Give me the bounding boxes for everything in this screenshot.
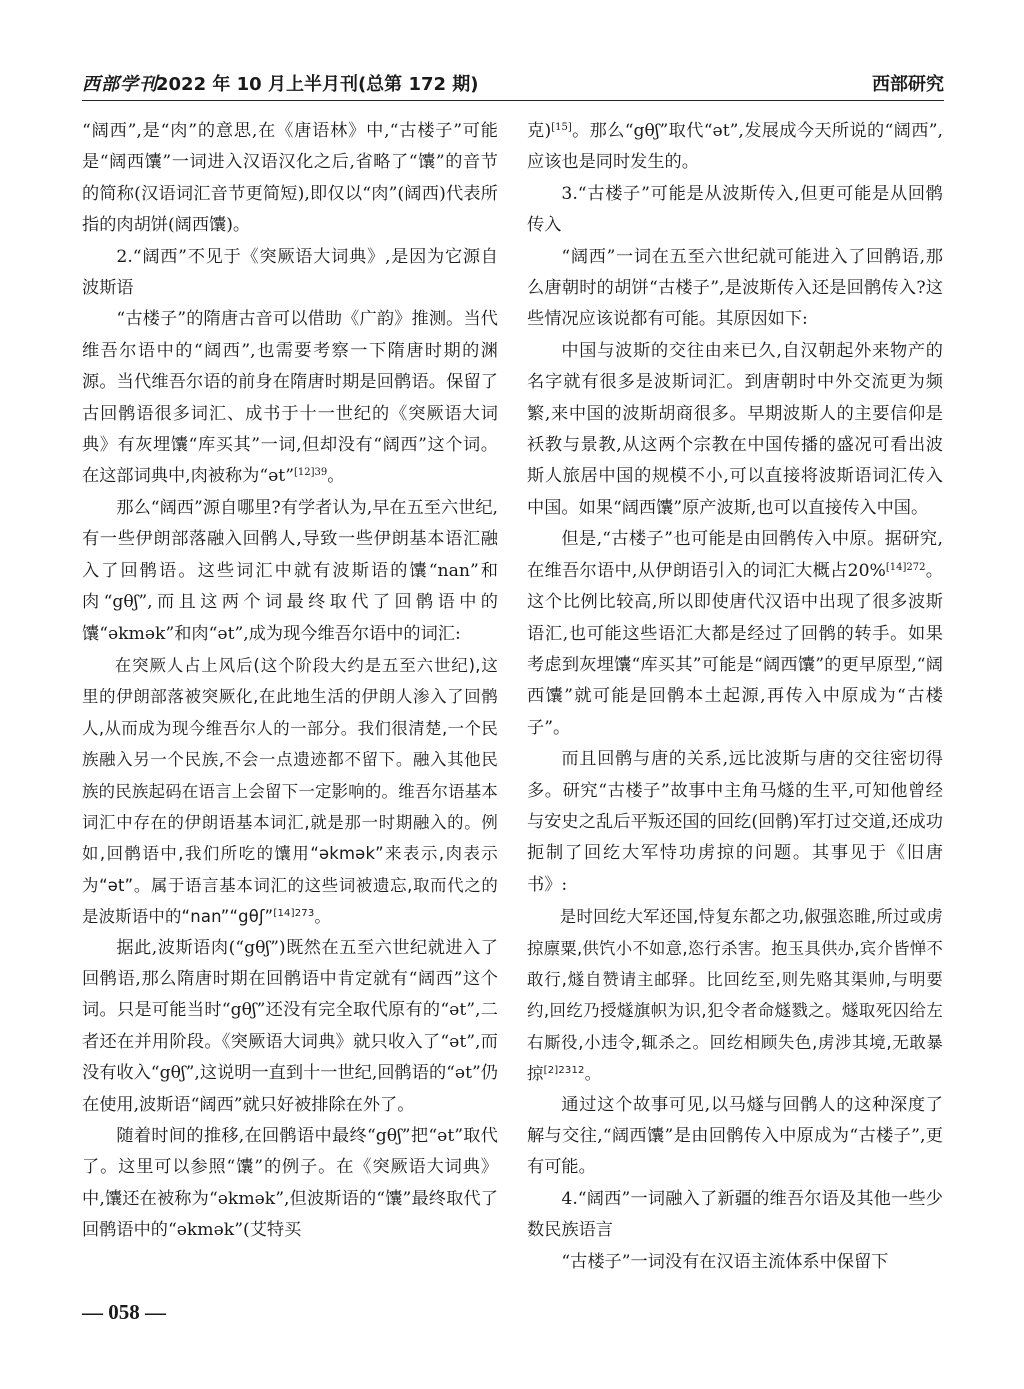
paragraph-text: 但是,“古楼子”也可能是由回鹘传入中原。据研究,在维吾尔语中,从伊朗语引入的词汇大概占20% [527, 529, 943, 581]
running-header [82, 66, 944, 100]
section-heading: 2.“阔西”不见于《突厥语大词典》,是因为它源自波斯语 [82, 246, 498, 299]
paragraph: 那么“阔西”源自哪里?有学者认为,早在五至六世纪,有一些伊朗部落融入回鹘人,导致一些伊朗基本语汇融入了回鹘语。这些词汇中就有波斯语的馕“nan”和肉“gθʃ”,而且这两个词最终取代了回鹘语中的馕“əkmək”和肉“ət”,成为现今维吾尔语中的词汇: [82, 497, 498, 644]
paragraph: “阔西”,是“肉”的意思,在《唐语林》中,“古楼子”可能是“阔西馕”一词进入汉语汉化之后,省略了“馕”的音节的简称(汉语词汇音节更简短),即仅以“肉”(阔西)代表所指的肉胡饼(阔西馕)。 [82, 121, 498, 236]
citation: [15] [551, 122, 572, 133]
paragraph: 通过这个故事可见,以马燧与回鹘人的这种深度了解与交往,“阔西馕”是由回鹘传入中原成为“古楼子”,更有可能。 [527, 1094, 943, 1178]
header-rule [82, 100, 944, 101]
paragraph: 而且回鹘与唐的关系,远比波斯与唐的交往密切得多。研究“古楼子”故事中主角马燧的生平,可知他曾经与安史之乱后平叛还国的回纥(回鹘)军打过交道,还成功扼制了回纥大军恃功虏掠的问题。其事见于《旧唐书》: [527, 749, 943, 895]
paragraph: 中国与波斯的交往由来已久,自汉朝起外来物产的名字就有很多是波斯词汇。到唐朝时中外交流更为频繁,来中国的波斯胡商很多。早期波斯人的主要信仰是袄教与景教,从这两个宗教在中国传播的盛况可看出波斯人旅居中国的规模不小,可以直接将波斯语词汇传入中国。如果“阔西馕”原产波斯,也可以直接传入中国。 [527, 340, 943, 518]
quote-text: 是时回纥大军还国,恃复东都之功,俶强恣睢,所过或虏掠廪粟,供饩小不如意,恣行杀害。抱玉具供办,宾介皆惮不敢行,燧自赞请主邮驿。比回纥至,则先赂其渠帅,与明要约,回纥乃授燧旗帜为识,犯令者命燧戮之。燧取死囚给左右厮役,小违令,辄杀之。回纥相顾失色,虏涉其境,无敢暴掠 [527, 907, 943, 1084]
citation: [2]2312 [543, 1065, 585, 1077]
quote-text: 。 [314, 907, 331, 927]
paragraph-text: 。这个比例比较高,所以即使唐代汉语中出现了很多波斯语汇,也可能这些语汇大都是经过了回鹘的转手。如果考虑到灰埋馕“库买其”可能是“阔西馕”的更早原型,“阔西馕”就可能是回鹘本土起源,再传入中原成为“古楼子”。 [527, 560, 943, 738]
citation: [12]39 [294, 467, 328, 479]
quote-text: 。 [584, 1064, 602, 1084]
issue-info: 2022 年 10 月上半月刊(总第 172 期) [156, 74, 479, 95]
quote-text: 在突厥人占上风后(这个阶段大约是五至六世纪),这里的伊朗部落被突厥化,在此地生活的伊朗人渗入了回鹘人,从而成为现今维吾尔人的一部分。我们很清楚,一个民族融入另一个民族,不会一点遗迹都不留下。融入其他民族的民族起码在语言上会留下一定影响的。维吾尔语基本词汇中存在的伊朗语基本词汇,就是那一时期融入的。例如,回鹘语中,我们所吃的馕用“əkmək”来表示,肉表示为“ət”。属于语言基本词汇的这些词被遗忘,取而代之的是波斯语中的“nan”“gθʃ” [82, 655, 498, 927]
block-quote [527, 901, 943, 1089]
paragraph: 随着时间的推移,在回鹘语中最终“gθʃ”把“ət”取代了。这里可以参照“馕”的例子。在《突厥语大词典》中,馕还在被称为“əkmək”,但波斯语的“馕”最终取代了回鹘语中的“əkmək”(艾特买 [82, 1126, 498, 1241]
paragraph: “阔西”一词在五至六世纪就可能进入了回鹘语,那么唐朝时的胡饼“古楼子”,是波斯传入还是回鹘传入?这些情况应该说都有可能。其原因如下: [527, 246, 943, 330]
section-name: 西部研究 [872, 74, 944, 95]
left-column [82, 116, 498, 1296]
paragraph-text: 克) [527, 121, 552, 141]
paragraph [527, 116, 943, 179]
block-quote [82, 650, 498, 933]
paragraph-text: 。 [327, 466, 345, 487]
paragraph [82, 304, 498, 492]
section-heading: 3.“古楼子”可能是从波斯传入,但更可能是从回鹘传入 [527, 183, 943, 236]
page-number: — 058 — [82, 1300, 166, 1324]
paragraph-text: “古楼子”的隋唐古音可以借助《广韵》推测。当代维吾尔语中的“阔西”,也需要考察一下隋唐时期的渊源。当代维吾尔语的前身在隋唐时期是回鹘语。保留了古回鹘语很多词汇、成书于十一世纪的《突厥语大词典》有灰埋馕“库买其”一词,但却没有“阔西”这个词。在这部词典中,肉被称为“ət” [82, 309, 498, 487]
citation: [14]272 [885, 561, 926, 573]
paragraph-text: 。那么“gθʃ”取代“ət”,发展成今天所说的“阔西”,应该也是同时发生的。 [527, 121, 943, 173]
section-heading: 4.“阔西”一词融入了新疆的维吾尔语及其他一些少数民族语言 [527, 1188, 943, 1241]
journal-logo: 西部学刊 [82, 74, 158, 95]
paragraph: “古楼子”一词没有在汉语主流体系中保留下 [561, 1251, 889, 1272]
paragraph [527, 524, 943, 744]
paragraph: 据此,波斯语肉(“gθʃ”)既然在五至六世纪就进入了回鹘语,那么隋唐时期在回鹘语中肯定就有“阔西”这个词。只是可能当时“gθʃ”还没有完全取代原有的“ət”,二者还在并用阶段。《突厥语大词典》就只收入了“ət”,而没有收入“gθʃ”,这说明一直到十一世纪,回鹘语的“ət”仍在使用,波斯语“阔西”就只好被排除在外了。 [82, 937, 498, 1115]
citation: [14]273 [273, 908, 315, 920]
right-column [527, 116, 943, 1296]
